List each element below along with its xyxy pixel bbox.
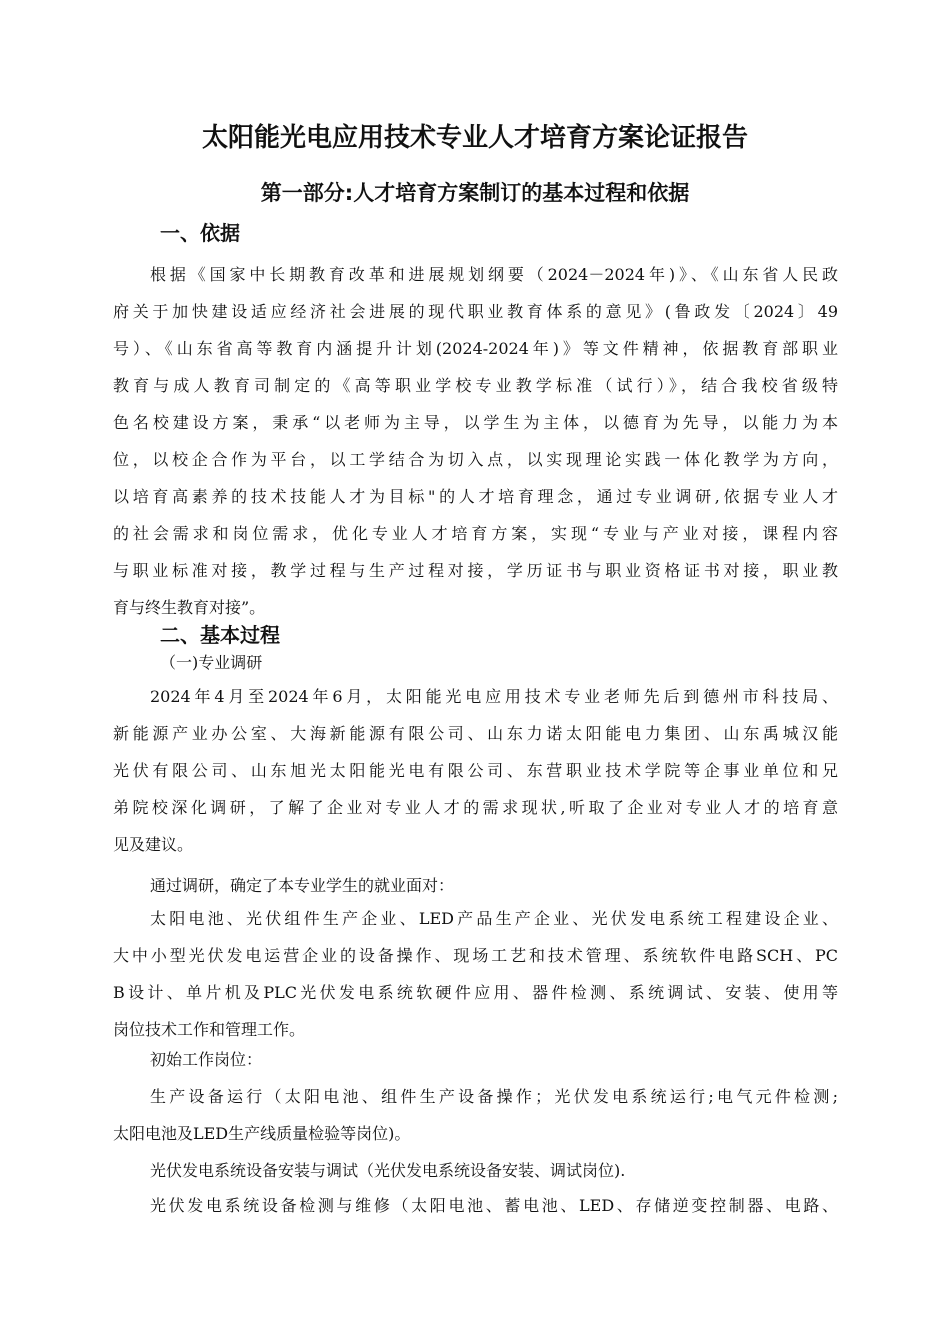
paragraph-line: 号）、《山东省高等教育内涵提升计划(2024-2024年)》等文件精神，依据教育部职业: [113, 339, 838, 358]
subheading-research: （一)专业调研: [160, 653, 263, 672]
paragraph-line: 育与终生教育对接”。: [113, 598, 266, 617]
paragraph-line: 太阳电池、光伏组件生产企业、LED产品生产企业、光伏发电系统工程建设企业、: [150, 909, 838, 928]
paragraph-line: 与职业标准对接，教学过程与生产过程对接，学历证书与职业资格证书对接，职业教: [113, 561, 838, 580]
paragraph-line: 以培育高素养的技术技能人才为目标"的人才培育理念，通过专业调研,依据专业人才: [113, 487, 838, 506]
paragraph-line: 位，以校企合作为平台，以工学结合为切入点，以实现理论实践一体化教学为方向，: [113, 450, 838, 469]
section-heading-process: 二、基本过程: [160, 623, 280, 647]
paragraph-line: 弟院校深化调研，了解了企业对专业人才的需求现状,听取了企业对专业人才的培育意: [113, 798, 838, 817]
paragraph-line: 色名校建设方案，秉承“以老师为主导，以学生为主体，以德育为先导，以能力为本: [113, 413, 838, 432]
paragraph-line: 的社会需求和岗位需求，优化专业人才培育方案，实现“专业与产业对接，课程内容: [113, 524, 838, 543]
paragraph-line: 光伏发电系统设备检测与维修（太阳电池、蓄电池、LED、存储逆变控制器、电路、: [150, 1196, 838, 1215]
paragraph-line: 通过调研，确定了本专业学生的就业面对：: [150, 876, 455, 895]
paragraph-employment-intro: [113, 867, 838, 904]
paragraph-line: 光伏发电系统设备安装与调试（光伏发电系统设备安装、调试岗位).: [150, 1161, 626, 1180]
document-title: 太阳能光电应用技术专业人才培育方案论证报告: [201, 123, 748, 153]
section-heading-basis: 一、依据: [160, 221, 240, 245]
paragraph-line: 生产设备运行（太阳电池、组件生产设备操作；光伏发电系统运行;电气元件检测;: [150, 1087, 838, 1106]
paragraph-employment: [113, 900, 838, 1048]
paragraph-initial-positions: [113, 1041, 838, 1078]
paragraph-line: 岗位技术工作和管理工作。: [113, 1020, 306, 1039]
paragraph-maintenance: [113, 1187, 838, 1224]
paragraph-line: 根据《国家中长期教育改革和进展规划纲要（2024－2024年)》、《山东省人民政: [150, 265, 838, 284]
paragraph-basis: [113, 256, 838, 626]
paragraph-line: 府关于加快建设适应经济社会进展的现代职业教育体系的意见》(鲁政发〔2024〕49: [113, 302, 838, 321]
paragraph-line: B设计、单片机及PLC光伏发电系统软硬件应用、器件检测、系统调试、安装、使用等: [113, 983, 838, 1002]
paragraph-installation: [113, 1152, 838, 1189]
paragraph-line: 太阳电池及LED生产线质量检验等岗位)。: [113, 1124, 411, 1143]
paragraph-line: 见及建议。: [113, 835, 194, 854]
paragraph-line: 大中小型光伏发电运营企业的设备操作、现场工艺和技术管理、系统软件电路SCH、PC: [113, 946, 838, 965]
paragraph-line: 初始工作岗位：: [150, 1050, 263, 1069]
paragraph-production: [113, 1078, 838, 1152]
paragraph-line: 教育与成人教育司制定的《高等职业学校专业教学标准（试行）》，结合我校省级特: [113, 376, 838, 395]
paragraph-line: 光伏有限公司、山东旭光太阳能光电有限公司、东营职业技术学院等企事业单位和兄: [113, 761, 838, 780]
paragraph-research: [113, 678, 838, 863]
part-heading: 第一部分:人才培育方案制订的基本过程和依据: [260, 181, 690, 205]
paragraph-line: 2024年4月至2024年6月，太阳能光电应用技术专业老师先后到德州市科技局、: [150, 687, 838, 706]
paragraph-line: 新能源产业办公室、大海新能源有限公司、山东力诺太阳能电力集团、山东禹城汉能: [113, 724, 838, 743]
